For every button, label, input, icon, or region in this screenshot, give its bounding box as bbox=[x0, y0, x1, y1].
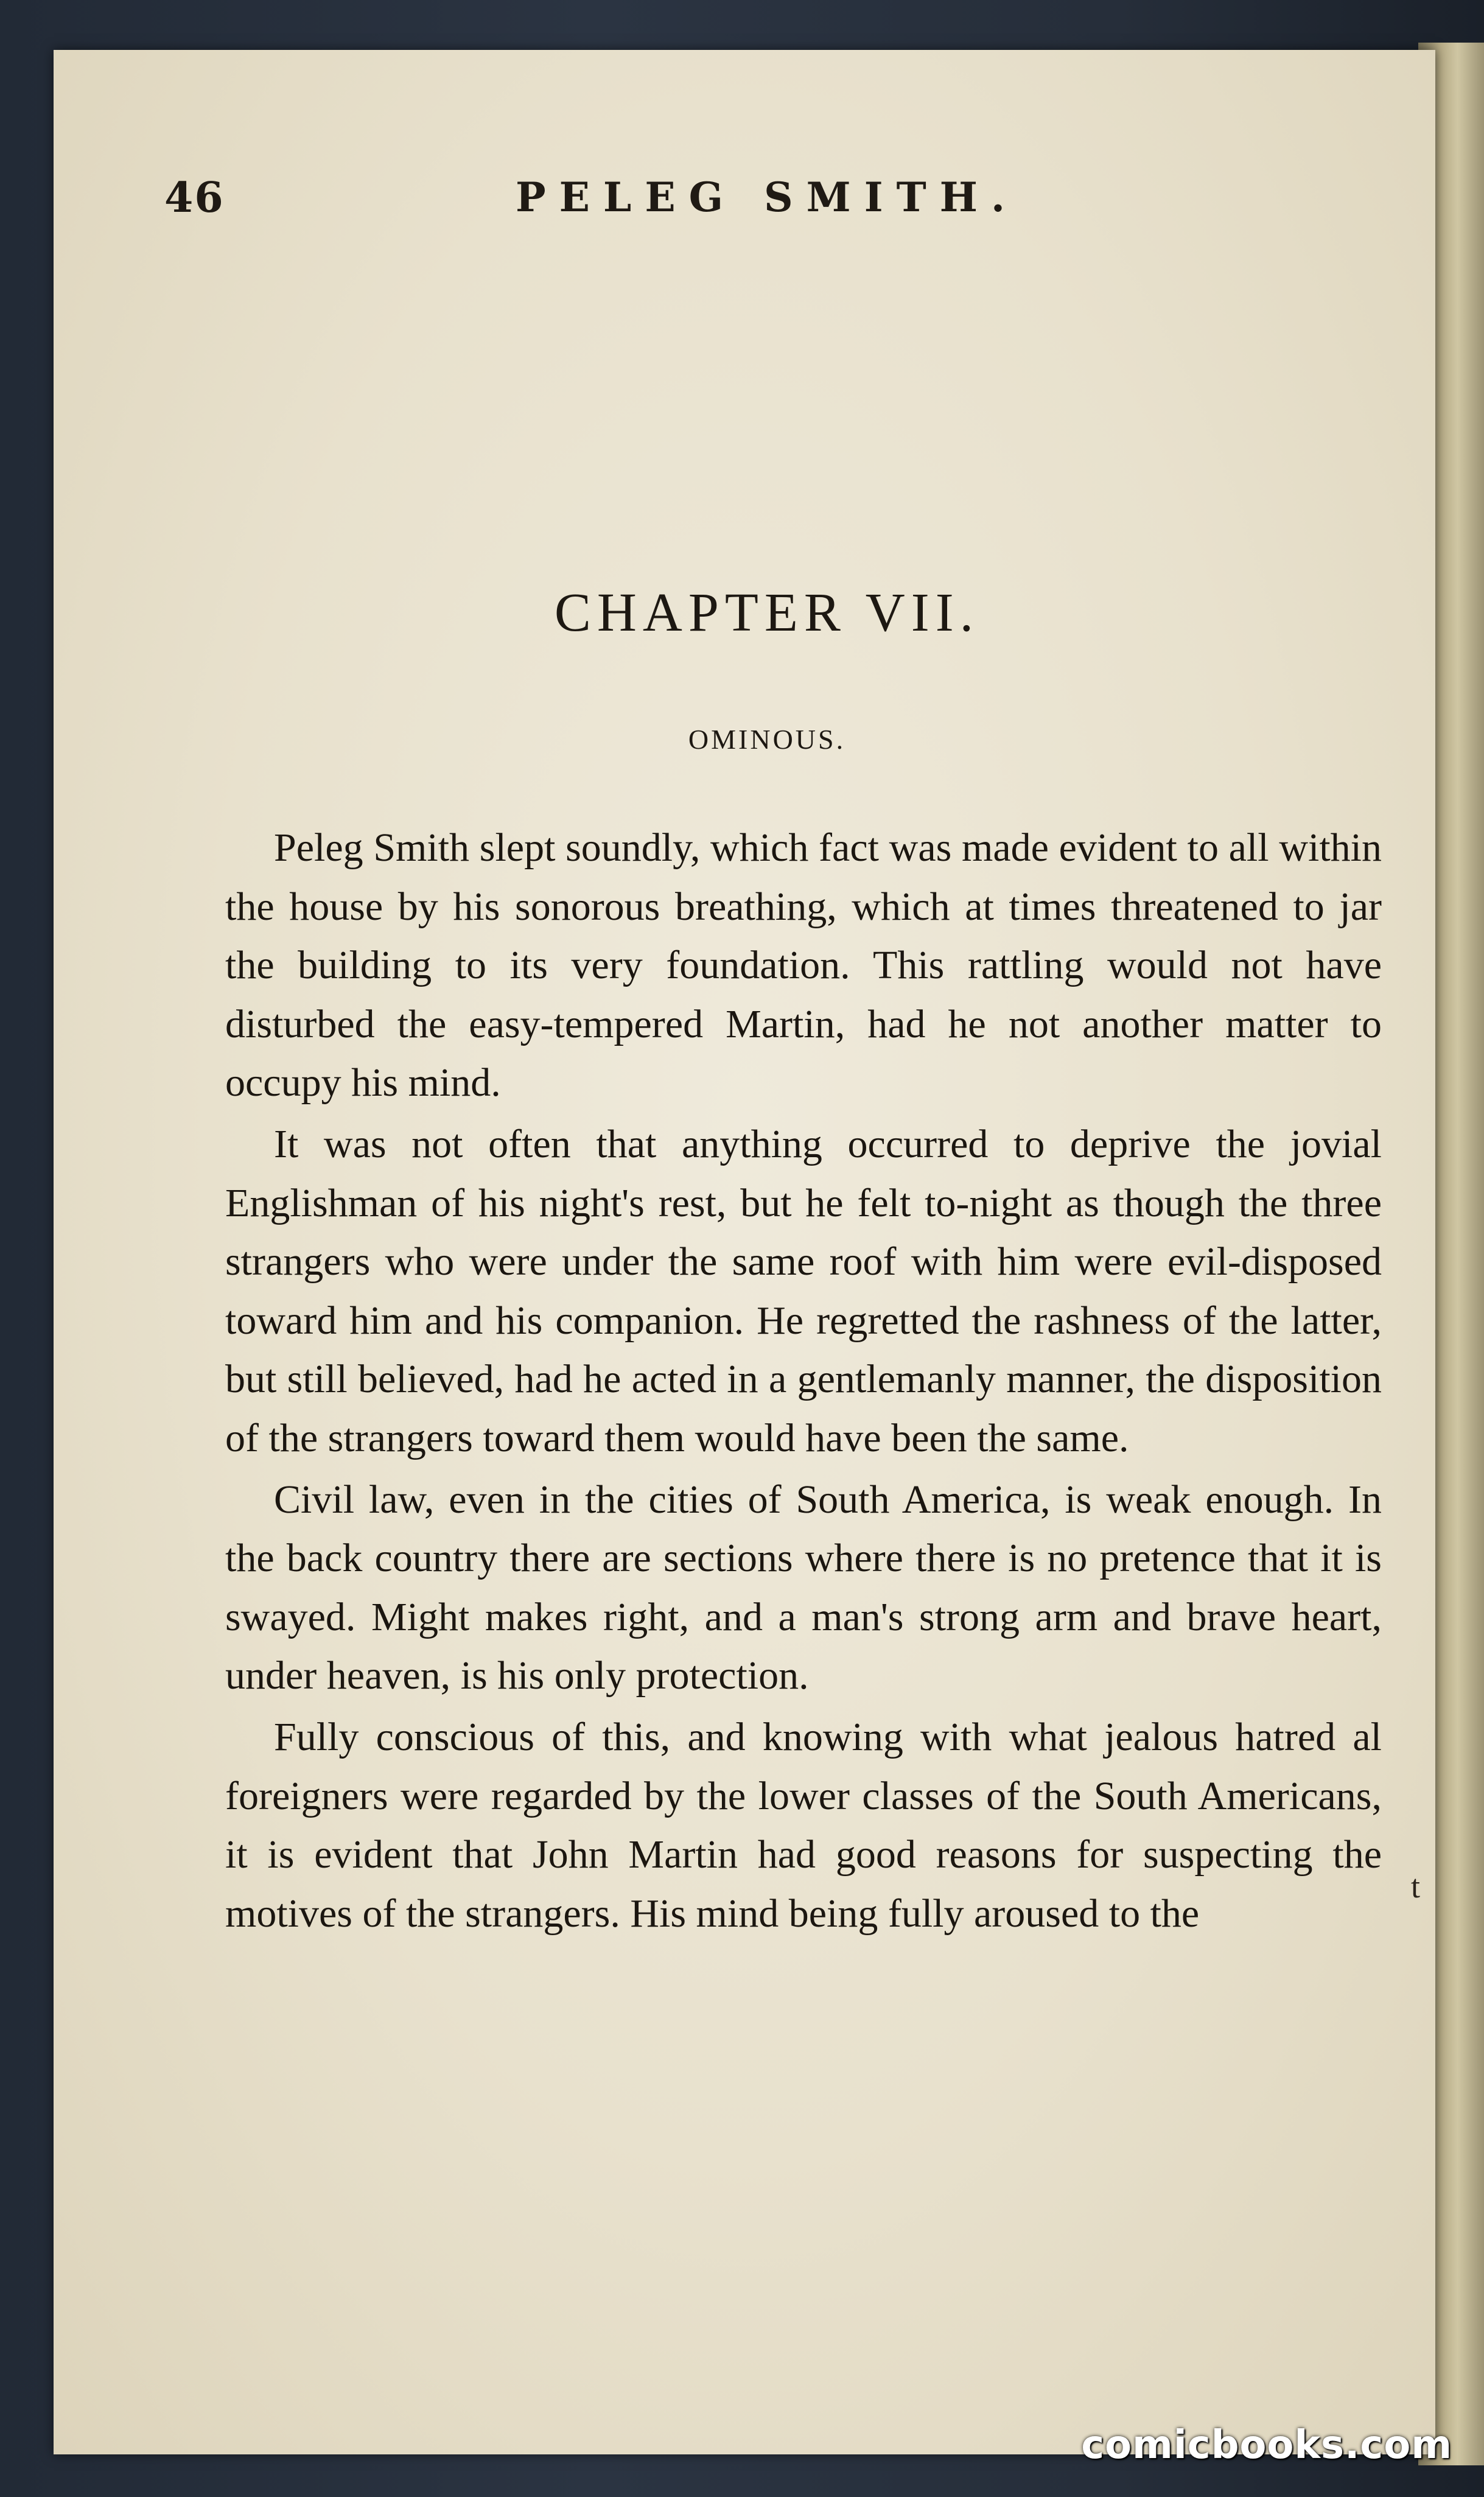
page-number: 46 bbox=[164, 173, 225, 222]
paragraph: Civil law, even in the cities of South America, is weak enough. In the back country there are sections where there is no pretence that it is swayed. Might makes right, and a man's strong arm and brave heart, under heaven, is his only protection. bbox=[225, 1477, 1382, 1698]
body-text bbox=[225, 819, 1382, 1943]
chapter-subtitle: OMINOUS. bbox=[688, 724, 846, 755]
chapter-title: CHAPTER VII. bbox=[554, 583, 980, 643]
site-watermark: comicbooks.com bbox=[1081, 2423, 1452, 2468]
running-title: PELEG SMITH. bbox=[515, 173, 1019, 221]
paragraph: Peleg Smith slept soundly, which fact was made evident to all within the house by his sonorous breathing, which at times threatened to jar the building to its very foundation. This rattling would not have disturbed the easy-tempered Martin, had he not another matter to occupy his mind. bbox=[225, 825, 1382, 1105]
margin-mark: t bbox=[1411, 1868, 1421, 1905]
paragraph: Fully conscious of this, and knowing with what jealous hatred al foreigners were regarded by the lower classes of the South Americans, it is evident that John Martin had good reasons for suspecting the motives of the strangers. His mind being fully aroused to the bbox=[225, 1714, 1382, 1936]
page-header bbox=[164, 173, 1370, 234]
paragraph: It was not often that anything occurred to deprive the jovial Englishman of his night's rest, but he felt to-night as though the three strangers who were under the same roof with him were evil-disposed toward him and his companion. He regretted the rashness of the latter, but still believed, had he acted in a gentlemanly manner, the disposition of the strangers toward them would have been the same. bbox=[225, 1121, 1382, 1460]
